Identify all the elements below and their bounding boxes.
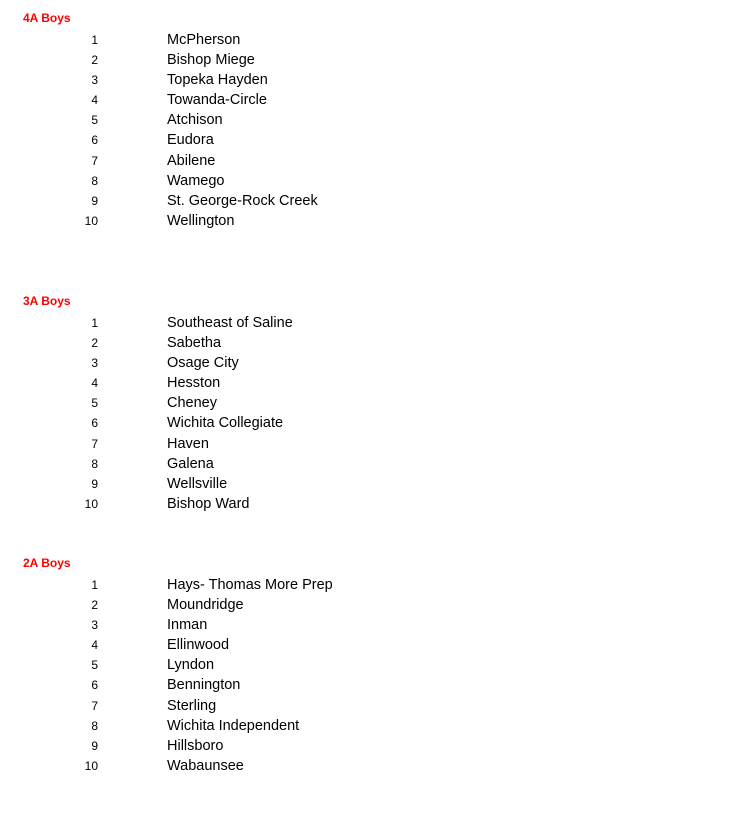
ranking-row [0, 355, 733, 375]
rank-number: 4 [91, 93, 98, 108]
ranking-row [0, 436, 733, 456]
ranking-row [0, 698, 733, 718]
ranking-row [0, 637, 733, 657]
ranking-row [0, 476, 733, 496]
ranking-row [0, 72, 733, 92]
ranking-row [0, 153, 733, 173]
team-name: Atchison [167, 112, 223, 129]
rank-number: 1 [91, 33, 98, 47]
team-name: Wabaunsee [167, 757, 244, 774]
ranking-row [0, 718, 733, 738]
ranking-row [0, 92, 733, 112]
team-name: Bennington [167, 677, 241, 694]
rank-number: 7 [91, 153, 98, 168]
team-name: Hillsboro [167, 737, 224, 754]
rank-number: 5 [91, 113, 98, 128]
team-name: Eudora [167, 132, 214, 149]
team-name: Ellinwood [167, 637, 230, 654]
team-name: Hesston [167, 375, 221, 392]
ranking-row [0, 32, 733, 52]
team-name: Galena [167, 455, 214, 472]
team-name: Topeka Hayden [167, 72, 268, 89]
rank-number: 9 [91, 476, 98, 491]
team-name: Wellington [167, 212, 235, 229]
rankings-list [0, 32, 733, 233]
ranking-row [0, 758, 733, 778]
ranking-row [0, 193, 733, 213]
rankings-list [0, 315, 733, 516]
team-name: Towanda-Circle [167, 92, 267, 109]
team-name: Moundridge [167, 597, 244, 614]
team-name: Osage City [167, 355, 239, 372]
rank-number: 10 [84, 758, 98, 773]
ranking-row [0, 173, 733, 193]
rank-number: 3 [91, 356, 98, 371]
rank-number: 2 [91, 598, 98, 613]
rank-number: 8 [91, 456, 98, 471]
section-title: 3A Boys [23, 294, 71, 308]
rank-number: 9 [91, 738, 98, 753]
rank-number: 5 [91, 658, 98, 673]
rank-number: 3 [91, 618, 98, 633]
ranking-row [0, 677, 733, 697]
team-name: Southeast of Saline [167, 315, 293, 331]
rank-number: 5 [91, 396, 98, 411]
ranking-row [0, 738, 733, 758]
ranking-row [0, 395, 733, 415]
ranking-row [0, 335, 733, 355]
rank-number: 6 [91, 678, 98, 693]
team-name: Inman [167, 617, 208, 634]
team-name: Lyndon [167, 657, 215, 674]
ranking-row [0, 617, 733, 637]
rank-number: 4 [91, 638, 98, 653]
rank-number: 6 [91, 133, 98, 148]
rank-number: 1 [91, 578, 98, 592]
rank-number: 3 [91, 73, 98, 88]
ranking-row [0, 213, 733, 233]
ranking-row [0, 597, 733, 617]
ranking-row [0, 496, 733, 516]
rank-number: 2 [91, 336, 98, 351]
ranking-row [0, 132, 733, 152]
rank-number: 9 [91, 193, 98, 208]
team-name: Sabetha [167, 335, 222, 352]
team-name: Abilene [167, 152, 216, 169]
team-name: Cheney [167, 395, 217, 412]
rank-number: 7 [91, 436, 98, 451]
ranking-row [0, 577, 733, 597]
team-name: Bishop Miege [167, 52, 255, 69]
ranking-row [0, 456, 733, 476]
ranking-row [0, 112, 733, 132]
team-name: Bishop Ward [167, 495, 250, 512]
rank-number: 2 [91, 53, 98, 68]
ranking-row [0, 375, 733, 395]
rank-number: 8 [91, 718, 98, 733]
ranking-row [0, 52, 733, 72]
ranking-row [0, 315, 733, 335]
team-name: Wichita Independent [167, 717, 300, 734]
rank-number: 1 [91, 316, 98, 330]
team-name: Sterling [167, 697, 217, 714]
team-name: Wichita Collegiate [167, 415, 284, 432]
rank-number: 10 [84, 213, 98, 228]
ranking-row [0, 415, 733, 435]
ranking-row [0, 657, 733, 677]
rank-number: 4 [91, 376, 98, 391]
rank-number: 6 [91, 416, 98, 431]
rank-number: 8 [91, 173, 98, 188]
team-name: Hays- Thomas More Prep [167, 577, 333, 593]
team-name: McPherson [167, 32, 241, 48]
team-name: Haven [167, 435, 209, 452]
team-name: Wamego [167, 172, 225, 189]
rankings-list [0, 577, 733, 778]
section-title: 4A Boys [23, 11, 71, 25]
team-name: St. George-Rock Creek [167, 192, 318, 209]
rank-number: 10 [84, 496, 98, 511]
rank-number: 7 [91, 698, 98, 713]
team-name: Wellsville [167, 475, 228, 492]
section-title: 2A Boys [23, 556, 71, 570]
